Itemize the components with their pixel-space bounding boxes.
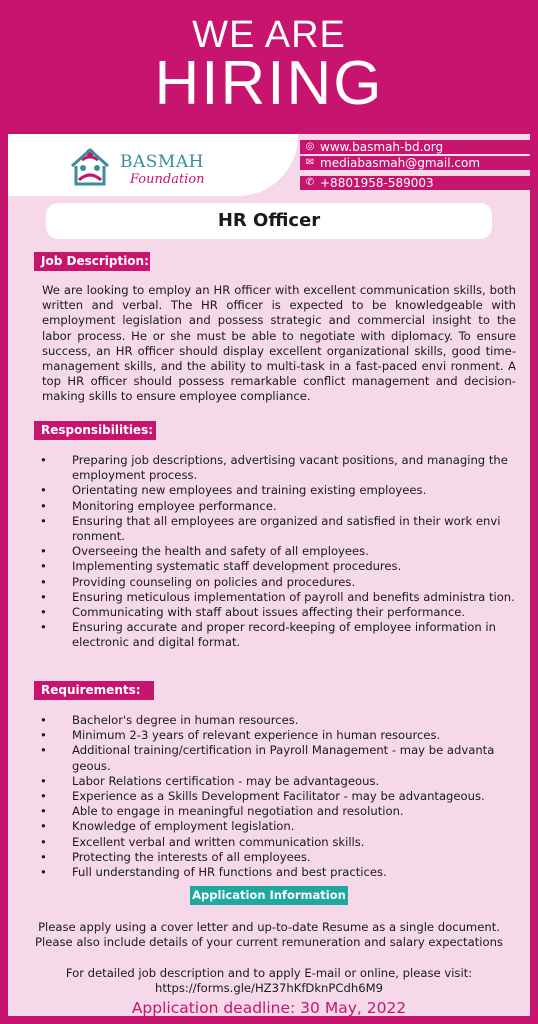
- contact-phone[interactable]: [300, 176, 530, 190]
- apply-instructions-line-3: For detailed job description and to apply E-mail or online, please visit:: [65, 966, 473, 980]
- apply-instructions-line-2: Please also include details of your current remuneration and salary expectations: [35, 935, 503, 949]
- logo-brand-sub: Foundation: [130, 172, 205, 187]
- list-item: • Minimum 2-3 years of relevant experience in human resources.: [40, 728, 516, 743]
- list-item: • Preparing job descriptions, advertising vacant positions, and managing the employment process.: [40, 453, 516, 483]
- job-description-text: We are looking to employ an HR officer with excellent communication skills, both written and verbal. The HR officer is expected to be knowledgeable with employment legislation and possess strategic and commercial insight to the labor process. He or she must be able to negotiate with diplomacy. To ensure success, an HR officer should display excellent organizational skills, good time-management skills, and the ability to multi-task in a fast-paced envi ronment. A top HR officer should possess remarkable conflict management and decision-making skills to ensure employee compliance.: [42, 283, 516, 404]
- list-item: • Additional training/certification in Payroll Management - may be advanta geous.: [40, 743, 516, 773]
- list-item: • Labor Relations certification - may be advantageous.: [40, 774, 516, 789]
- mail-icon: ✉: [305, 157, 315, 168]
- list-item: • Communicating with staff about issues affecting their performance.: [40, 605, 516, 620]
- list-item: • Able to engage in meaningful negotiation and resolution.: [40, 804, 516, 819]
- application-form-link[interactable]: https://forms.gle/HZ37hKfDknPCdh6M9: [155, 981, 383, 995]
- list-item: • Overseeing the health and safety of all employees.: [40, 544, 516, 559]
- contact-website-text: www.basmah-bd.org: [320, 140, 444, 154]
- job-title: HR Officer: [46, 203, 492, 239]
- list-item: • Providing counseling on policies and procedures.: [40, 575, 516, 590]
- list-item: • Experience as a Skills Development Facilitator - may be advantageous.: [40, 789, 516, 804]
- list-item: • Knowledge of employment legislation.: [40, 819, 516, 834]
- basmah-logo-icon: [68, 144, 112, 188]
- list-item: • Full understanding of HR functions and best practices.: [40, 865, 516, 880]
- list-item: • Ensuring that all employees are organized and satisfied in their work envi ronment.: [40, 514, 516, 544]
- contact-website[interactable]: [300, 140, 530, 154]
- application-information-label: Application Information: [190, 886, 348, 905]
- list-item: • Excellent verbal and written communication skills.: [40, 835, 516, 850]
- job-description-label: Job Description:: [34, 252, 150, 271]
- responsibilities-label: Responsibilities:: [34, 421, 156, 440]
- requirements-list: [40, 713, 516, 880]
- phone-icon: ✆: [305, 177, 315, 188]
- application-deadline: Application deadline: 30 May, 2022: [131, 999, 407, 1017]
- requirements-label: Requirements:: [34, 681, 154, 700]
- list-item: • Implementing systematic staff development procedures.: [40, 559, 516, 574]
- contact-phone-text: +8801958-589003: [320, 176, 434, 190]
- contact-email[interactable]: [300, 156, 530, 170]
- list-item: • Ensuring accurate and proper record-keeping of employee information in electronic and digital format.: [40, 620, 516, 650]
- logo-brand-name: BASMAH: [120, 152, 204, 172]
- list-item: • Orientating new employees and training existing employees.: [40, 483, 516, 498]
- header-title-we-are: WE ARE: [192, 14, 346, 56]
- list-item: • Protecting the interests of all employees.: [40, 850, 516, 865]
- header-title-hiring: HIRING: [154, 49, 384, 118]
- list-item: • Monitoring employee performance.: [40, 499, 516, 514]
- responsibilities-list: [40, 453, 516, 651]
- contact-email-text: mediabasmah@gmail.com: [320, 156, 481, 170]
- logo-card: [8, 134, 298, 196]
- list-item: • Bachelor's degree in human resources.: [40, 713, 516, 728]
- apply-instructions-line-1: Please apply using a cover letter and up-to-date Resume as a single document.: [38, 920, 500, 934]
- globe-icon: ◎: [305, 141, 315, 152]
- list-item: • Ensuring meticulous implementation of payroll and benefits administra tion.: [40, 590, 516, 605]
